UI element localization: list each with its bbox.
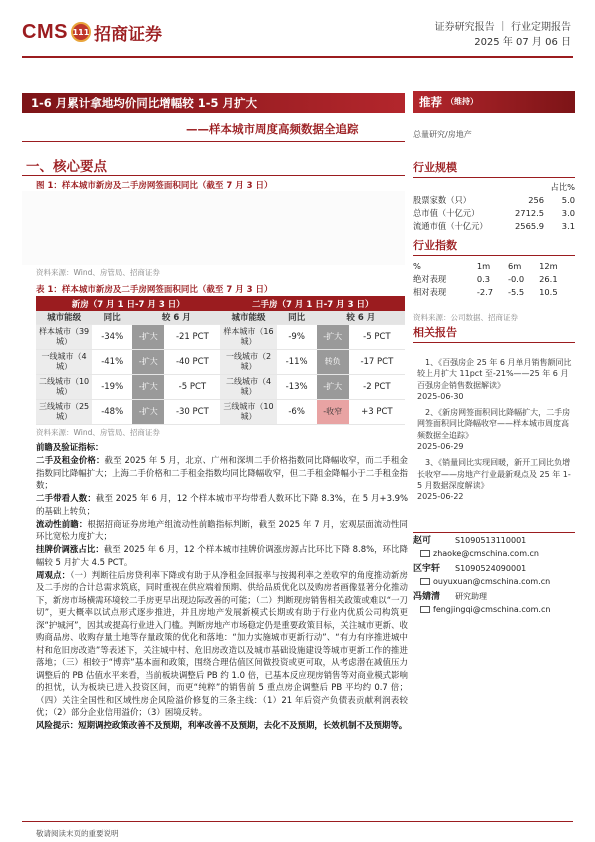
cell-trend-tag: -扩大 [132, 374, 164, 399]
group-second: 二手房（7 月 1 日-7 月 3 日） [220, 296, 405, 311]
footer-divider [22, 821, 573, 822]
scale-pct: 5.0 [561, 194, 575, 205]
index-value: 26.1 [539, 273, 558, 284]
logo-cms-text: CMS [22, 20, 68, 43]
figure-1-placeholder [22, 191, 405, 265]
scale-label: 流通市值（十亿元） [413, 220, 488, 231]
cell-yoy: -9% [277, 324, 317, 349]
cell-city: 三线城市（10 城） [220, 399, 276, 424]
city-sales-table [36, 296, 405, 425]
risk-text: 短期调控政策改善不及预期，利率改善不及预期，去化不及预期，长效机制不及预期等。 [78, 720, 408, 730]
cell-city: 一线城市（4 城） [36, 349, 92, 374]
cell-yoy: -6% [277, 399, 317, 424]
table-row [36, 374, 405, 399]
cell-pct: -30 PCT [164, 399, 220, 424]
table-header-row [36, 311, 405, 324]
table-group-row [36, 296, 405, 311]
header-divider [22, 56, 573, 58]
related-reports-panel [413, 324, 575, 508]
scale-pct: 3.0 [561, 207, 575, 218]
pct-header: 占比% [550, 181, 575, 192]
index-header: 6m [507, 260, 522, 271]
body-heading: 前瞻及验证指标： [36, 442, 104, 452]
industry-index-panel [413, 237, 575, 323]
index-value: -5.5 [507, 286, 525, 297]
table-row [36, 399, 405, 424]
cell-yoy: -48% [92, 399, 132, 424]
rating-note: （维持） [446, 97, 478, 106]
p1-label: 二手及租金价格： [36, 455, 105, 465]
table-caption: 表 1：样本城市新房及二手房网签面积同比（截至 7 月 3 日） [36, 285, 273, 295]
analyst-email[interactable]: ouyuxuan@cmschina.com.cn [433, 576, 551, 586]
cell-trend-tag: 转负 [317, 349, 349, 374]
p1-text: 截至 2025 年 5 月，北京、广州和深圳二手价格指数同比降幅收窄，而二手租金指数同比降幅扩大；上海二手价格和二手租金指数均同比降幅收窄，但二手租金降幅小于二手租金指数； [36, 455, 408, 490]
cell-trend-tag: -收窄 [317, 399, 349, 424]
cell-yoy: -41% [92, 349, 132, 374]
scale-value: 2565.9 [515, 220, 545, 231]
analyst-id: S1090513110001 [455, 536, 527, 545]
email-icon [420, 606, 430, 613]
subtitle-divider [22, 141, 405, 142]
th-city-tier: 城市能级 [36, 311, 92, 324]
header-meta [435, 20, 571, 50]
industry-scale-panel [413, 159, 575, 232]
body-text [36, 441, 408, 732]
p4-text: 截至 2025 年 6 月，12 个样本城市挂牌价调涨房源占比环比下降 8.8%，环比降幅较 5 月扩大 4.5 PCT。 [36, 544, 408, 567]
figure-caption: 图 1：样本城市新房及二手房网签面积同比（截至 7 月 3 日） [36, 181, 273, 191]
p2-text: 截至 2025 年 6 月，12 个样本城市平均带看人数环比下降 8.3%，在 5 月+3.9%的基础上转负； [36, 493, 409, 516]
th-vs-june: 较 6 月 [132, 311, 220, 324]
th-yoy: 同比 [277, 311, 317, 324]
cell-city: 二线城市（10 城） [36, 374, 92, 399]
cell-city: 一线城市（2 城） [220, 349, 276, 374]
cell-pct: +3 PCT [349, 399, 405, 424]
related-report-link[interactable]: 1、《百强房企 25 年 6 月单月销售额同比较上月扩大 11pct 至-21%——25 年 6 月百强房企销售数据解读》 2025-06-30 [417, 358, 572, 401]
th-city-tier: 城市能级 [220, 311, 276, 324]
rating-label: 推荐 [419, 95, 442, 109]
index-row-label: 绝对表现 [413, 273, 447, 284]
scale-value: 256 [528, 194, 545, 205]
th-yoy: 同比 [92, 311, 132, 324]
cell-trend-tag: -扩大 [132, 324, 164, 349]
logo-cn-text: 招商证券 [93, 24, 162, 45]
p3-text: 根据招商证券房地产组流动性前瞻指标判断，截至 2025 年 7 月，宏观层面流动性同环比宽松力度扩大； [36, 518, 408, 541]
p4-label: 挂牌价调涨占比： [36, 544, 104, 554]
index-value: -0.0 [507, 273, 525, 284]
report-date: 2025 年 07 月 06 日 [474, 37, 571, 48]
section-heading: 一、核心要点 [26, 159, 107, 175]
cell-yoy: -13% [277, 374, 317, 399]
analyst-name: 区宇轩 [413, 564, 441, 574]
index-header: % [413, 260, 421, 271]
report-title: 1-6 月累计拿地均价同比增幅较 1-5 月扩大 [22, 93, 405, 113]
index-header: 12m [539, 260, 558, 271]
cell-trend-tag: -扩大 [132, 399, 164, 424]
p5-label: 周观点： [36, 569, 71, 580]
cell-trend-tag: -扩大 [317, 374, 349, 399]
related-reports-title: 相关报告 [413, 324, 575, 343]
related-report-link[interactable]: 2、《新房网签面积同比降幅扩大，二手房网签面积同比降幅收窄——样本城市周度高频数据全追踪》 2025-06-29 [417, 408, 571, 452]
cell-trend-tag: -扩大 [132, 349, 164, 374]
index-value: -2.7 [476, 286, 494, 297]
cell-pct: -2 PCT [349, 374, 405, 399]
cell-yoy: -11% [277, 349, 317, 374]
report-type: 证券研究报告 ｜ 行业定期报告 [434, 22, 571, 33]
sector-label: 总量研究/房地产 [413, 130, 472, 139]
index-source: 资料来源：公司数据、招商证券 [413, 313, 518, 322]
table-source: 资料来源：Wind、房管局、招商证券 [36, 428, 160, 437]
analyst-panel [413, 532, 575, 616]
scale-label: 股票家数（只） [413, 194, 472, 205]
related-report-link[interactable]: 3、《销量同比实现回暖，新开工同比负增长收窄——房地产行业最新观点及 25 年 1-5 月数据深度解读》 2025-06-22 [417, 458, 571, 502]
index-value: 0.3 [476, 273, 491, 284]
cell-pct: -17 PCT [349, 349, 405, 374]
rating-band [413, 91, 575, 113]
scale-value: 2712.5 [515, 207, 545, 218]
cell-yoy: -34% [92, 324, 132, 349]
table-row [36, 349, 405, 374]
analyst-name: 赵可 [413, 536, 432, 546]
index-row-label: 相对表现 [413, 286, 447, 297]
analyst-id: S1090524090001 [455, 564, 527, 573]
scale-label: 总市值（十亿元） [413, 207, 480, 218]
analyst-name: 冯婧清 [413, 592, 441, 602]
p3-label: 流动性前瞻： [36, 518, 88, 529]
p2-label: 二手带看人数： [36, 493, 96, 503]
cell-city: 样本城市（39 城） [36, 324, 92, 349]
section-divider [22, 175, 405, 176]
report-subtitle: ——样本城市周度高频数据全追踪 [186, 122, 359, 136]
industry-index-title: 行业指数 [413, 237, 575, 256]
analyst-email[interactable]: fengjingqi@cmschina.com.cn [433, 604, 551, 614]
p5-text: （一）判断往后房贷利率下降或有助于从净租金回报率与按揭利率之差收窄的角度推动新房及二手房的合计总需求筑底，同时重视在供应端着预期、供给品质优化以及购房者画像显著分化推动下，新房市场横需环境较二手房更早出现边际改善的可能；（二）判断现房销售相关政策或难以“一刀切”，更大概率以试点形式逐步推进，并且房地产发展新模式长期或有助于行业内优质公司构筑更深“护城河”，因其或提高行业进入门槛。判断房地产市场稳定仍是重要政策目标，关注城市更新、收购商品房、收购存量土地等存量政策的优化和落地：“加力实施城市更新行动”、“有力有序推进城中村和危旧房改造”等表述下，关注城中村、危旧房改造以及城市基础设施建设等城市更新工作的推进落地；（三）相较于“博弈”基本面和政策，围绕合理估值区间做投资或更可取，从考虑潜在减值压力调整后的 PB 估值水平来看，当前板块调整后 PB 约 1.0 倍，已基本反应现房销售等对商业模式影响的担忧，认为板块已进入投资区间，而更“纯粹”的销售前 5 重点房企调整后 PB 平均约 0.7 倍；（四）关注全国性和区域性房企风险溢价修复的三条主线：（1）21 年后资产负债表贡献利润表较优；（2）部分企业信用溢价；（3）困境反转。 [36, 569, 408, 717]
cell-city: 样本城市（16 城） [220, 324, 276, 349]
cell-pct: -40 PCT [164, 349, 220, 374]
scale-pct: 3.1 [561, 220, 575, 231]
cell-city: 三线城市（25 城） [36, 399, 92, 424]
cell-pct: -5 PCT [349, 324, 405, 349]
cell-pct: -21 PCT [164, 324, 220, 349]
cell-trend-tag: -扩大 [317, 324, 349, 349]
email-icon [420, 578, 430, 585]
table-row [36, 324, 405, 349]
cell-city: 二线城市（4 城） [220, 374, 276, 399]
analyst-role: 研究助理 [455, 592, 487, 601]
risk-label: 风险提示： [36, 720, 79, 730]
index-header: 1m [476, 260, 491, 271]
group-new: 新房（7 月 1 日-7 月 3 日） [36, 296, 220, 311]
email-icon [420, 550, 430, 557]
figure-source: 资料来源：Wind、房管局、招商证券 [36, 268, 160, 277]
cell-yoy: -19% [92, 374, 132, 399]
logo-emblem-icon: 111 [71, 22, 91, 42]
cell-pct: -5 PCT [164, 374, 220, 399]
industry-scale-title: 行业规模 [413, 159, 575, 178]
analyst-email[interactable]: zhaoke@cmschina.com.cn [433, 548, 539, 558]
footer-disclaimer: 敬请阅读末页的重要说明 [36, 829, 119, 838]
index-value: 10.5 [539, 286, 558, 297]
company-logo [22, 18, 162, 46]
th-vs-june: 较 6 月 [317, 311, 405, 324]
